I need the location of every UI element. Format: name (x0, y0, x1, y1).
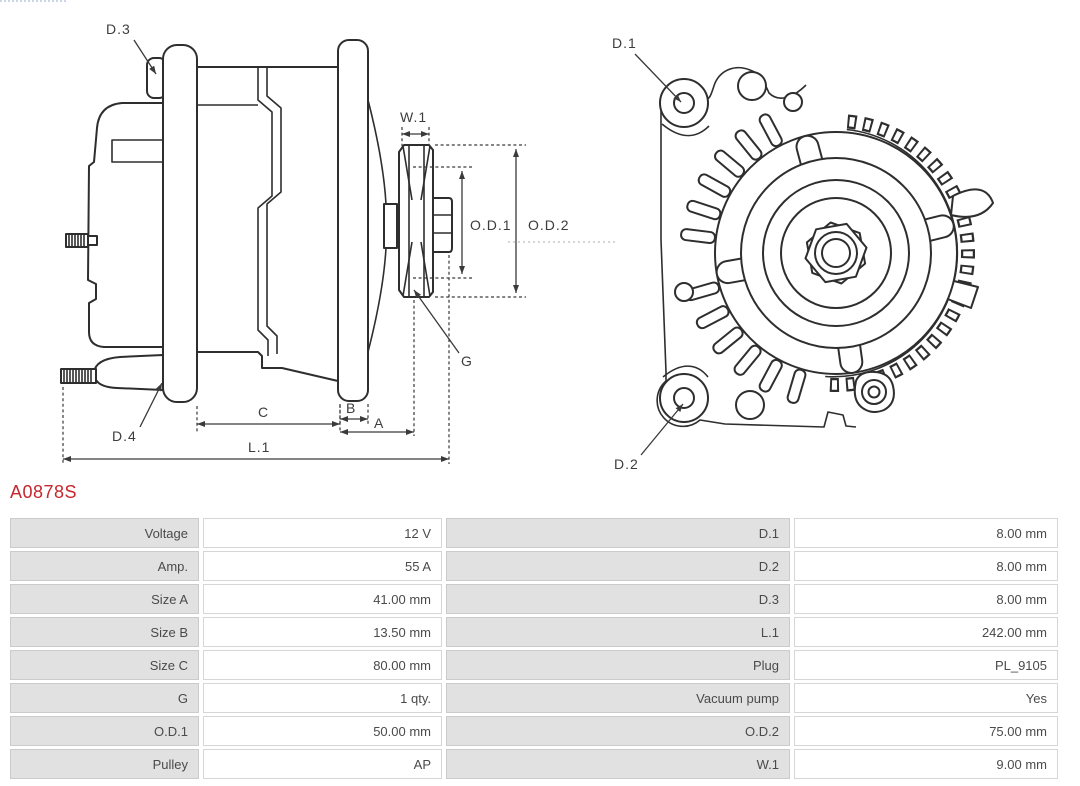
dim-label-c: C (258, 404, 270, 420)
terminal-stud-lower (61, 369, 96, 383)
spec-value: 80.00 mm (203, 650, 442, 680)
spec-value: 8.00 mm (794, 584, 1058, 614)
front-view-drawing (612, 35, 993, 472)
part-number: A0878S (10, 482, 78, 502)
spec-value: 1 qty. (203, 683, 442, 713)
spec-value: 41.00 mm (203, 584, 442, 614)
pulley (399, 145, 433, 297)
spec-label: Amp. (10, 551, 199, 581)
spec-label: Size A (10, 584, 199, 614)
spec-label: O.D.2 (446, 716, 790, 746)
spec-value: PL_9105 (794, 650, 1058, 680)
spec-label: D.2 (446, 551, 790, 581)
spec-label: Pulley (10, 749, 199, 779)
mounting-hole-d2 (674, 388, 694, 408)
side-view-drawing (61, 21, 618, 464)
spec-label: D.1 (446, 518, 790, 548)
dim-label-d3: D.3 (106, 21, 131, 37)
spec-label: W.1 (446, 749, 790, 779)
dim-label-od1: O.D.1 (470, 217, 512, 233)
spec-value: 12 V (203, 518, 442, 548)
shaft-nut-front (806, 223, 867, 284)
spec-value: 75.00 mm (794, 716, 1058, 746)
edge-tab-right (951, 189, 993, 216)
dim-label-l1: L.1 (248, 439, 271, 455)
spec-label: L.1 (446, 617, 790, 647)
shaft-nut (433, 198, 452, 252)
spec-value: 50.00 mm (203, 716, 442, 746)
spec-label: Vacuum pump (446, 683, 790, 713)
dim-label-g: G (461, 353, 473, 369)
dim-label-d2: D.2 (614, 456, 639, 472)
spec-value: 55 A (203, 551, 442, 581)
terminal-stud-upper (66, 234, 97, 247)
spec-label: O.D.1 (10, 716, 199, 746)
spec-value: Yes (794, 683, 1058, 713)
mounting-hole-d1 (674, 93, 694, 113)
spec-label: Voltage (10, 518, 199, 548)
spec-label: Size B (10, 617, 199, 647)
spec-value: 9.00 mm (794, 749, 1058, 779)
spec-value: 8.00 mm (794, 551, 1058, 581)
spec-value: 242.00 mm (794, 617, 1058, 647)
spec-label: D.3 (446, 584, 790, 614)
spec-label: G (10, 683, 199, 713)
dim-label-od2: O.D.2 (528, 217, 570, 233)
spec-table (10, 518, 1058, 779)
spec-value: AP (203, 749, 442, 779)
dim-label-w1: W.1 (400, 109, 428, 125)
front-bracket (338, 40, 368, 401)
rear-bracket-bar (163, 45, 197, 402)
spec-value: 13.50 mm (203, 617, 442, 647)
dim-label-d4: D.4 (112, 428, 137, 444)
dim-label-b: B (346, 400, 357, 416)
spec-label: Plug (446, 650, 790, 680)
shaft (384, 204, 397, 248)
spec-label: Size C (10, 650, 199, 680)
spec-value: 8.00 mm (794, 518, 1058, 548)
dim-label-d1: D.1 (612, 35, 637, 51)
bottom-tab (855, 372, 894, 412)
dim-label-a: A (374, 415, 385, 431)
